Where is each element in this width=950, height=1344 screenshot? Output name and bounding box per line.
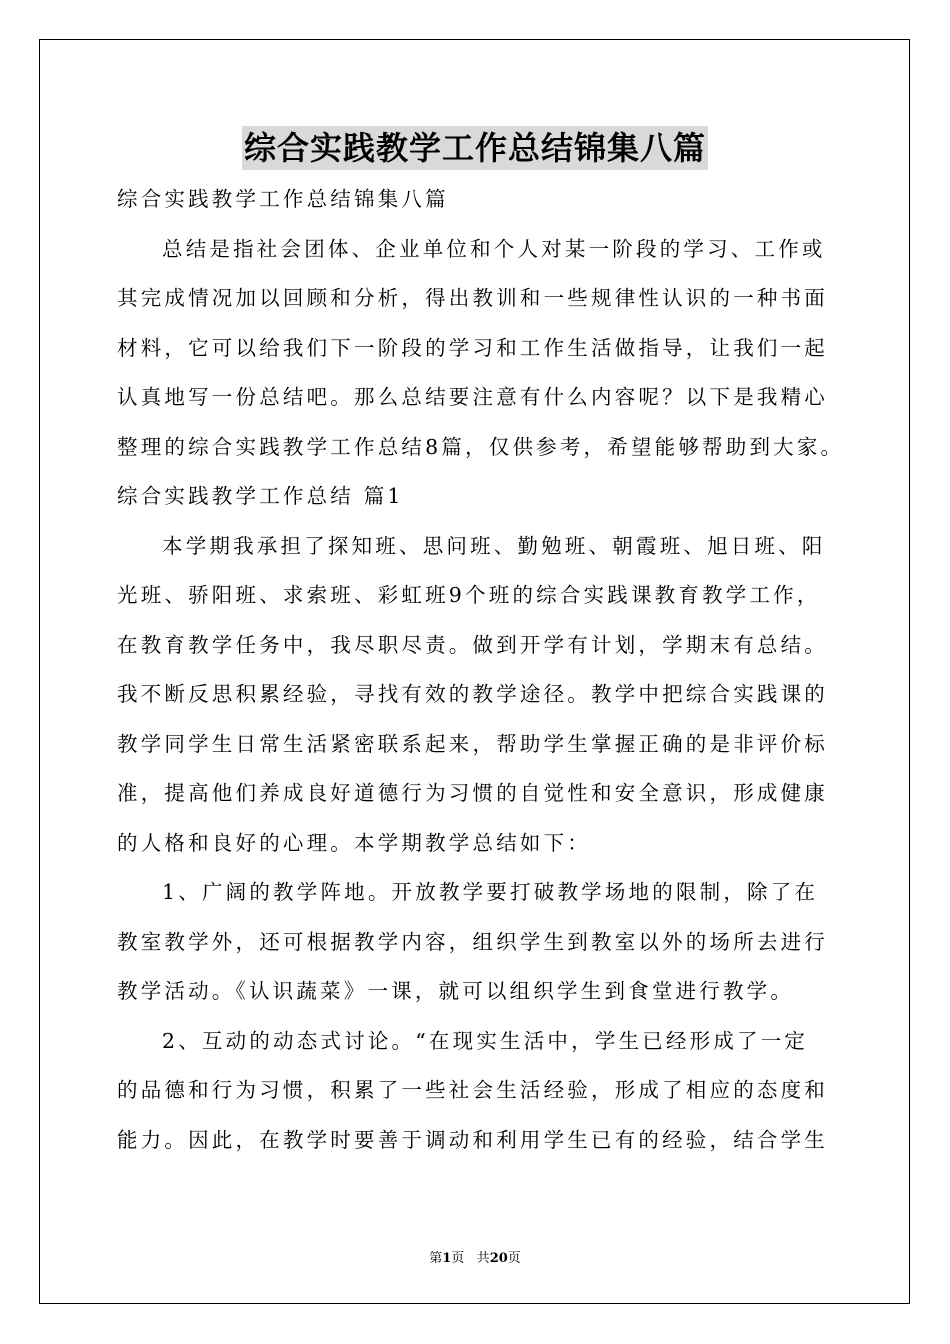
text-line: 材料，它可以给我们下一阶段的学习和工作生活做指导，让我们一起 [117,335,828,360]
text-line: 的人格和良好的心理。本学期教学总结如下： [117,830,591,855]
page-number: 1 [442,1251,452,1266]
total-prefix: 共 [476,1251,490,1266]
text-line: 综合实践教学工作总结 篇1 [117,484,404,508]
text-line: 2、互动的动态式讨论。“在现实生活中，学生已经形成了一定 [162,1028,809,1053]
text-line: 我不断反思积累经验，寻找有效的教学途径。教学中把综合实践课的 [117,682,828,706]
title-container [0,126,950,170]
text-line: 的品德和行为习惯，积累了一些社会生活经验，形成了相应的态度和 [117,1078,828,1102]
page-suffix: 页 [451,1251,465,1266]
text-line: 能力。因此，在教学时要善于调动和利用学生已有的经验，结合学生 [117,1127,828,1152]
text-line: 综合实践教学工作总结锦集八篇 [117,187,449,211]
text-line: 认真地写一份总结吧。那么总结要注意有什么内容呢？以下是我精心 [117,385,828,409]
text-line: 整理的综合实践教学工作总结8篇，仅供参考，希望能够帮助到大家。 [117,434,845,459]
text-line: 其完成情况加以回顾和分析，得出教训和一些规律性认识的一种书面 [117,286,828,310]
text-line: 教室教学外，还可根据教学内容，组织学生到教室以外的场所去进行 [117,929,828,954]
text-line: 总结是指社会团体、企业单位和个人对某一阶段的学习、工作或 [162,236,826,261]
total-pages: 20 [489,1251,508,1266]
text-line: 在教育教学任务中，我尽职尽责。做到开学有计划，学期末有总结。 [117,632,828,657]
page-footer [0,1247,950,1266]
text-line: 教学同学生日常生活紧密联系起来，帮助学生掌握正确的是非评价标 [117,731,828,756]
document-body [117,179,845,1169]
text-line: 准，提高他们养成良好道德行为习惯的自觉性和安全意识，形成健康 [117,781,828,805]
text-line: 光班、骄阳班、求索班、彩虹班9个班的综合实践课教育教学工作， [117,583,821,607]
text-line: 教学活动。《认识蔬菜》一课，就可以组织学生到食堂进行教学。 [117,979,795,1003]
total-suffix: 页 [507,1251,521,1266]
document-title: 综合实践教学工作总结锦集八篇 [242,126,708,170]
page-prefix: 第 [429,1251,443,1266]
text-line: 本学期我承担了探知班、思问班、勤勉班、朝霞班、旭日班、阳 [162,533,826,558]
text-line: 1、广阔的教学阵地。开放教学要打破教学场地的限制，除了在 [162,880,819,904]
